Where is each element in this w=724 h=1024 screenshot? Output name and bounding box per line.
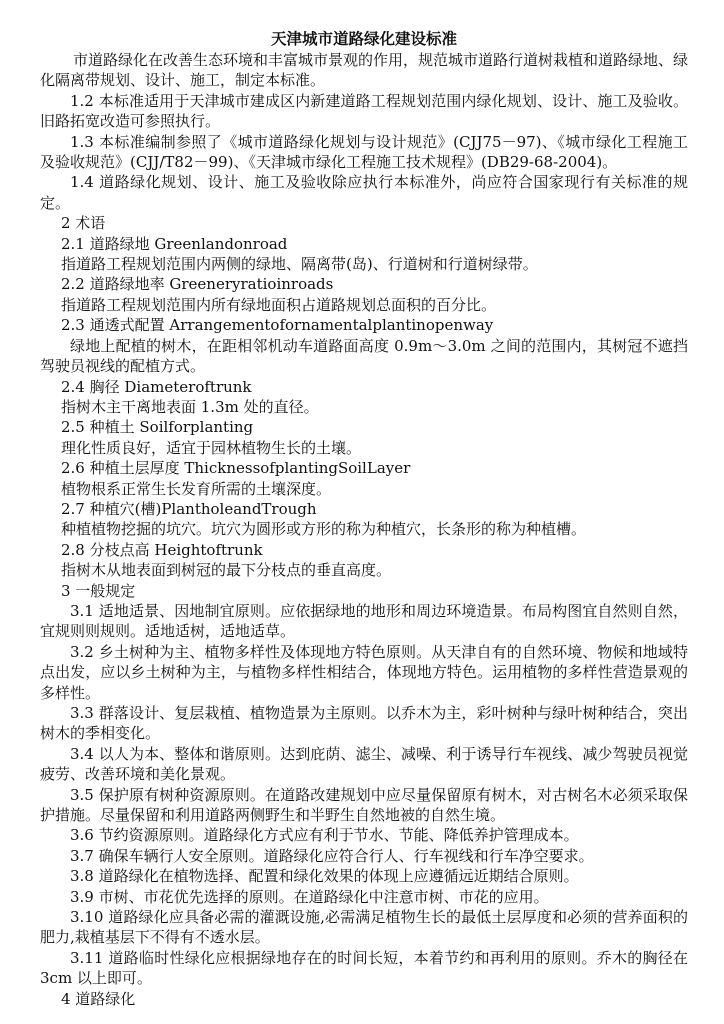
section-line: 2.4 胸径 Diameteroftrunk xyxy=(61,377,252,396)
paragraph: 3.1 适地适景、因地制宜原则。应依据绿地的地形和周边环境造景。布局构图宜自然则自然，宜规则则规则。适地适树，适地适草。 xyxy=(40,601,688,641)
paragraph: 1.2 本标准适用于天津城市建成区内新建道路工程规划范围内绿化规划、设计、施工及验收。旧路拓宽改造可参照执行。 xyxy=(40,91,688,131)
paragraph: 3.8 道路绿化在植物选择、配置和绿化效果的体现上应遵循远近期结合原则。 xyxy=(70,867,579,886)
paragraph: 3.5 保护原有树种资源原则。在道路改建规划中应尽量保留原有树木，对古树名木必须采取保护措施。尽量保留和利用道路两侧野生和半野生自然地被的自然生境。 xyxy=(40,785,688,825)
section-line: 3 一般规定 xyxy=(61,581,136,600)
section-line: 2.5 种植土 Soilforplanting xyxy=(61,418,254,437)
paragraph: 3.9 市树、市花优先选择的原则。在道路绿化中注意市树、市花的应用。 xyxy=(70,887,549,906)
section-line: 植物根系正常生长发育所需的土壤深度。 xyxy=(61,479,332,498)
section-line: 2.6 种植土层厚度 ThicknessofplantingSoilLayer xyxy=(61,459,411,478)
document-page xyxy=(40,28,688,1009)
section-line: 2.7 种植穴(槽)PlantholeandTrough xyxy=(61,499,317,518)
section-line: 种植植物挖掘的坑穴。坑穴为圆形或方形的称为种植穴，长条形的称为种植槽。 xyxy=(61,520,587,539)
section-line: 2.2 道路绿地率 Greeneryratioinroads xyxy=(61,275,334,294)
paragraph: 3.3 群落设计、复层栽植、植物造景为主原则。以乔木为主，彩叶树种与绿叶树种结合，突出树木的季相变化。 xyxy=(40,704,688,743)
document-body xyxy=(40,50,688,1009)
section-line: 4 道路绿化 xyxy=(61,989,136,1008)
section-line: 指道路工程规划范围内所有绿地面积占道路规划总面积的百分比。 xyxy=(61,295,497,314)
section-line: 指道路工程规划范围内两侧的绿地、隔离带(岛)、行道树和行道树绿带。 xyxy=(61,255,538,274)
section-line: 2.1 道路绿地 Greenlandonroad xyxy=(61,234,288,253)
document-title: 天津城市道路绿化建设标准 xyxy=(270,29,457,48)
section-line: 2 术语 xyxy=(61,214,106,233)
paragraph: 3.7 确保车辆行人安全原则。道路绿化应符合行人、行车视线和行车净空要求。 xyxy=(70,846,594,865)
paragraph: 1.4 道路绿化规划、设计、施工及验收除应执行本标准外，尚应符合国家现行有关标准的规定。 xyxy=(40,173,688,212)
paragraph: 3.4 以人为本、整体和谐原则。达到庇荫、滤尘、减噪、利于诱导行车视线、减少驾驶员视觉疲劳、改善环境和美化景观。 xyxy=(40,744,688,784)
paragraph: 3.11 道路临时性绿化应根据绿地存在的时间长短，本着节约和再利用的原则。乔木的胸径在 3cm 以上即可。 xyxy=(40,948,688,988)
section-line: 2.3 通透式配置 Arrangementofornamentalplantinopenway xyxy=(61,316,494,335)
paragraph: 3.6 节约资源原则。道路绿化方式应有利于节水、节能、降低养护管理成本。 xyxy=(70,826,579,845)
paragraph: 3.2 乡土树种为主、植物多样性及体现地方特色原则。从天津自有的自然环境、物候和地域特点出发，应以乡土树种为主，与植物多样性相结合，体现地方特色。运用植物的多样性营造景观的多样性。 xyxy=(40,642,688,702)
section-line: 指树木从地表面到树冠的最下分枝点的垂直高度。 xyxy=(61,561,392,580)
paragraph: 市道路绿化在改善生态环境和丰富城市景观的作用，规范城市道路行道树栽植和道路绿地、绿化隔离带规划、设计、施工，制定本标准。 xyxy=(40,51,689,90)
paragraph: 3.10 道路绿化应具备必需的灌溉设施,必需满足植物生长的最低土层厚度和必须的营养面积的肥力,栽植基层下不得有不透水层。 xyxy=(40,908,688,947)
section-line: 2.8 分枝点高 Heightoftrunk xyxy=(61,540,263,559)
section-line: 理化性质良好，适宜于园林植物生长的土壤。 xyxy=(61,438,362,457)
paragraph: 绿地上配植的树木，在距相邻机动车道路面高度 0.9m～3.0m 之间的范围内，其树冠不遮挡驾驶员视线的配植方式。 xyxy=(40,336,688,376)
section-line: 指树木主干离地表面 1.3m 处的直径。 xyxy=(61,397,319,416)
paragraph: 1.3 本标准编制参照了《城市道路绿化规划与设计规范》(CJJ75－97)、《城市绿化工程施工及验收规范》(CJJ/T82－99)、《天津城市绿化工程施工技术规程》(DB29-68-2004)。 xyxy=(40,132,688,172)
